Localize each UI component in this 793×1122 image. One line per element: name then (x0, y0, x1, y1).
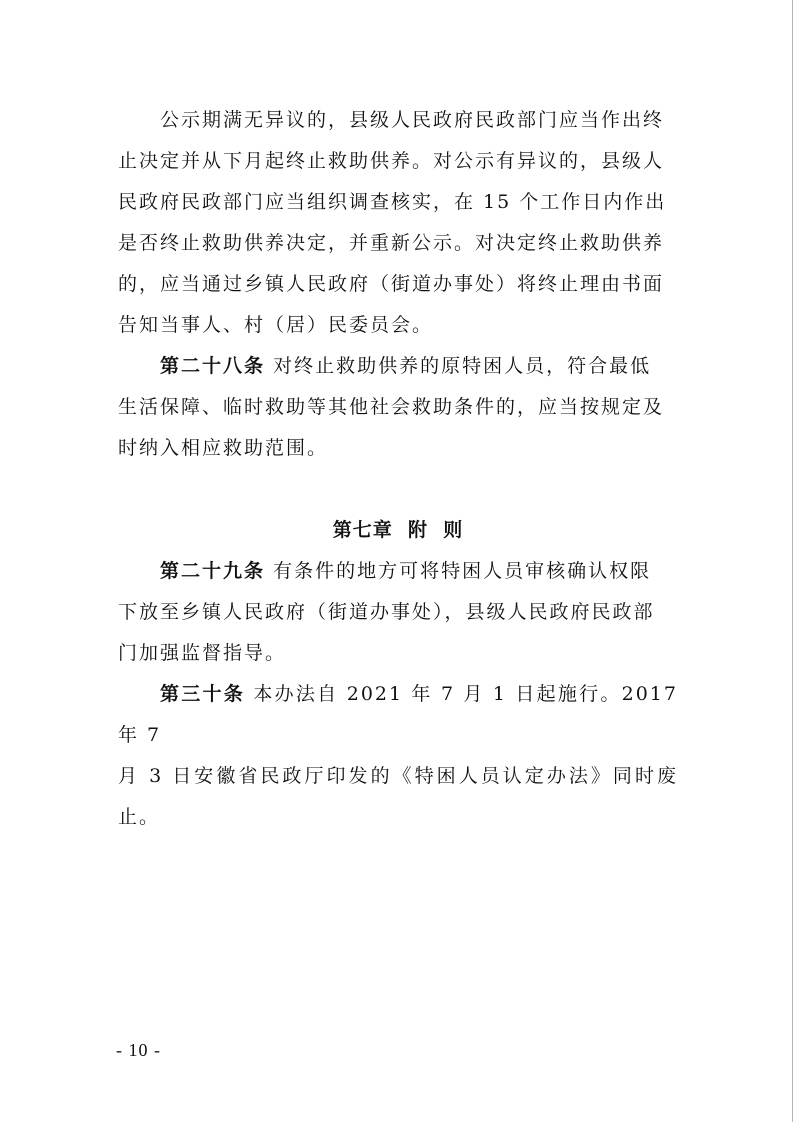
page-number: - 10 - (116, 1040, 161, 1060)
chapter-title: 第七章 附 则 (332, 519, 464, 541)
text-line: 生活保障、临时救助等其他社会救助条件的，应当按规定及 (118, 396, 665, 418)
article-29 (118, 551, 678, 674)
text-line: 下放至乡镇人民政府（街道办事处），县级人民政府民政部 (118, 601, 655, 623)
article-30-label: 第三十条 (160, 683, 246, 705)
document-body (118, 100, 678, 838)
spacer (118, 469, 678, 510)
text-line: 的，应当通过乡镇人民政府（街道办事处）将终止理由书面 (118, 273, 665, 295)
article-29-label: 第二十九条 (160, 560, 266, 582)
text-line: 月 3 日安徽省民政厅印发的《特困人员认定办法》同时废止。 (118, 765, 678, 828)
text-line: 止决定并从下月起终止救助供养。对公示有异议的，县级人 (118, 150, 665, 172)
text-line: 告知当事人、村（居）民委员会。 (118, 314, 434, 336)
text-line: 民政府民政部门应当组织调查核实，在 15 个工作日内作出 (118, 191, 667, 213)
text-line: 时纳入相应救助范围。 (118, 437, 329, 459)
text-line (118, 346, 678, 387)
text-line (118, 674, 678, 756)
article-28-text: 对终止救助供养的原特困人员，符合最低 (273, 355, 652, 377)
text-line (118, 551, 678, 592)
paragraph-termination-notice (118, 100, 678, 346)
article-30-text: 本办法自 2021 年 7 月 1 日起施行。2017 年 7 (118, 683, 678, 746)
article-28 (118, 346, 678, 469)
text-line: 是否终止救助供养决定，并重新公示。对决定终止救助供养 (118, 232, 665, 254)
text-line: 公示期满无异议的，县级人民政府民政部门应当作出终 (160, 109, 665, 131)
article-28-label: 第二十八条 (160, 355, 266, 377)
text-line: 门加强监督指导。 (118, 642, 287, 664)
article-29-text: 有条件的地方可将特困人员审核确认权限 (273, 560, 652, 582)
article-30 (118, 674, 678, 838)
